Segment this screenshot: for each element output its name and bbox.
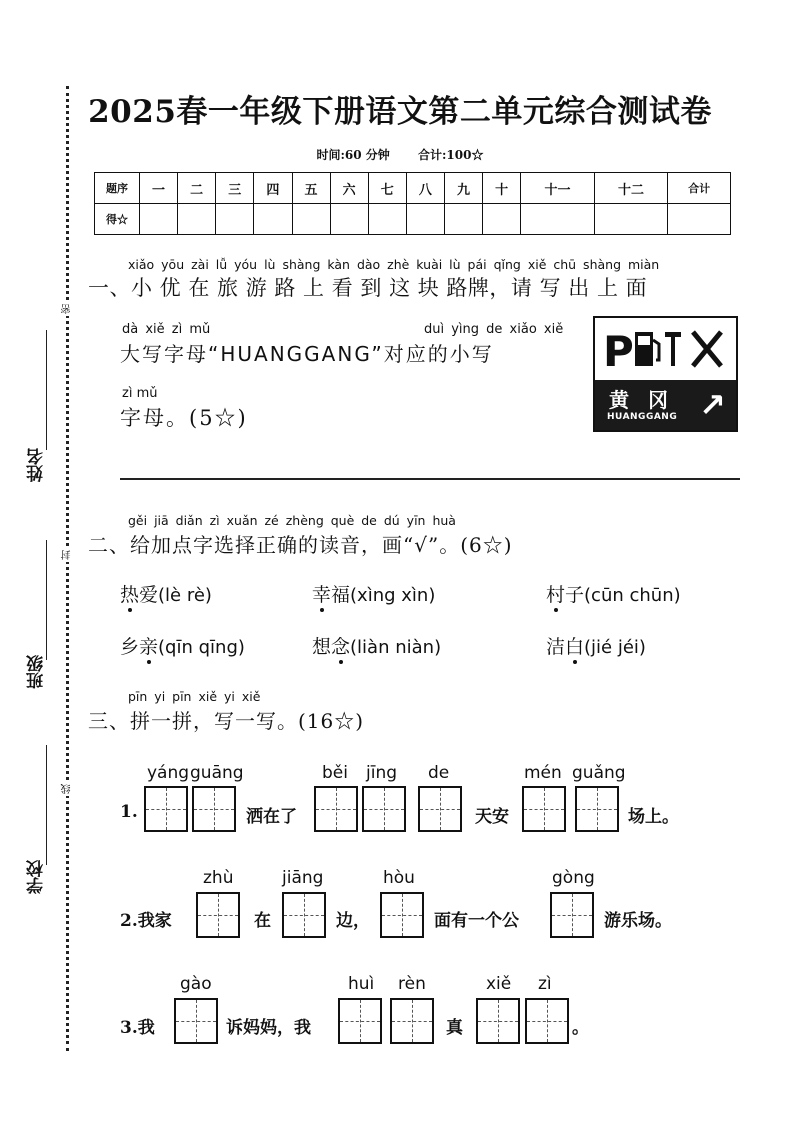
q1-pinyin-line3: zì mǔ	[122, 386, 158, 401]
writing-box[interactable]	[282, 892, 326, 938]
q3-text: 3.我	[120, 1018, 155, 1038]
cutlery-icon	[665, 332, 721, 366]
q3-box-pinyin: gào	[180, 974, 212, 994]
q2-char: 爱	[139, 584, 159, 606]
q3-text: 1.	[120, 802, 138, 822]
q3-text: 洒在了	[246, 807, 297, 827]
q2-pinyin-choices: (xìng xìn)	[350, 585, 436, 606]
q2-dotted-char: 白	[565, 636, 585, 658]
table-cell: 二	[178, 173, 216, 204]
writing-box[interactable]	[476, 998, 520, 1044]
q3-box-pinyin: zì	[538, 974, 552, 994]
q3-box-pinyin: guāng	[190, 763, 244, 783]
table-cell: 三	[216, 173, 254, 204]
writing-box[interactable]	[192, 786, 236, 832]
q1-pinyin-line1: xiǎo yōu zài lǚ yóu lù shàng kàn dào zhè kuài lù pái qǐng xiě chū shàng miàn	[128, 257, 660, 272]
writing-box[interactable]	[418, 786, 462, 832]
q2-pinyin-choices: (qīn qīng)	[158, 637, 245, 658]
binding-dotted-line	[66, 86, 69, 1051]
sign-destination-panel	[595, 380, 736, 430]
table-cell: 八	[406, 173, 444, 204]
q2-dotted-char: 念	[331, 636, 351, 658]
score-table-header-row	[95, 173, 731, 204]
q3-text: 真	[446, 1018, 463, 1038]
q3-box-pinyin: mén	[524, 763, 562, 783]
q1-text-line1: 一、小 优 在 旅 游 路 上 看 到 这 块 路牌，请 写 出 上 面	[88, 276, 648, 300]
writing-box[interactable]	[390, 998, 434, 1044]
table-cell: 十	[483, 173, 521, 204]
seal-mark-1: 密	[62, 304, 73, 314]
q3-text: 。	[572, 1018, 589, 1038]
q1-text-line2: 大写字母“HUANGGANG”对应的小写	[120, 342, 494, 366]
score-cell[interactable]	[368, 204, 406, 235]
q2-char: 福	[331, 584, 351, 606]
q1-pinyin-line2a: dà xiě zì mǔ	[122, 322, 211, 337]
q3-text: 三、拼一拼，写一写。(16☆)	[88, 709, 365, 733]
school-write-line	[46, 745, 47, 865]
total-info: 合计:100☆	[418, 148, 484, 162]
q1-text-line3: 字母。(5☆)	[120, 406, 248, 430]
q3-text: 天安	[475, 807, 509, 827]
writing-box[interactable]	[144, 786, 188, 832]
parking-icon: P	[602, 327, 634, 374]
q2-dotted-char: 幸	[312, 584, 332, 606]
score-cell[interactable]	[483, 204, 521, 235]
table-cell: 十一	[521, 173, 595, 204]
q3-box-pinyin: xiě	[486, 974, 512, 994]
sign-chinese-name: 黄 冈	[609, 388, 674, 412]
q3-box-pinyin: zhù	[203, 868, 234, 888]
writing-box[interactable]	[174, 998, 218, 1044]
road-sign-image	[593, 316, 738, 432]
q2-char: 乡	[120, 636, 140, 658]
q2-text: 二、给加点字选择正确的读音，画“√”。(6☆)	[88, 533, 513, 557]
q2-option-2[interactable]	[312, 580, 435, 607]
q3-box-pinyin: de	[428, 763, 450, 783]
fuel-pump-icon	[635, 332, 659, 366]
score-cell[interactable]	[254, 204, 292, 235]
q3-text: 游乐场。	[604, 911, 672, 931]
q2-dotted-char: 亲	[139, 636, 159, 658]
score-cell[interactable]	[445, 204, 483, 235]
time-info: 时间:60 分钟	[316, 148, 390, 162]
q2-option-1[interactable]	[120, 580, 212, 607]
q2-dotted-char: 热	[120, 584, 140, 606]
writing-box[interactable]	[362, 786, 406, 832]
q3-box-pinyin: huì	[348, 974, 375, 994]
sign-pictogram-icons	[601, 324, 731, 374]
q3-text: 诉妈妈，我	[226, 1018, 311, 1038]
table-cell: 合计	[668, 173, 731, 204]
score-cell[interactable]	[292, 204, 330, 235]
table-cell: 七	[368, 173, 406, 204]
score-table	[94, 172, 731, 235]
q3-box-pinyin: rèn	[398, 974, 426, 994]
score-cell[interactable]	[216, 204, 254, 235]
writing-box[interactable]	[575, 786, 619, 832]
class-label: 班级	[27, 655, 47, 689]
writing-box[interactable]	[522, 786, 566, 832]
sign-pictograms	[595, 318, 736, 380]
score-cell[interactable]	[406, 204, 444, 235]
q3-box-pinyin: běi	[322, 763, 348, 783]
q2-option-6[interactable]	[546, 632, 646, 659]
q3-text: 场上。	[628, 807, 679, 827]
school-label: 学校	[27, 860, 47, 894]
q2-dotted-char: 村	[546, 584, 566, 606]
q2-char: 洁	[546, 636, 566, 658]
class-write-line	[46, 540, 47, 660]
q2-option-4[interactable]	[120, 632, 245, 659]
page-title: 2025春一年级下册语文第二单元综合测试卷	[88, 94, 712, 130]
q3-text: 2.我家	[120, 911, 172, 931]
q2-pinyin-choices: (liàn niàn)	[350, 637, 442, 658]
score-cell[interactable]	[140, 204, 178, 235]
table-cell: 题序	[95, 173, 140, 204]
score-cell[interactable]	[594, 204, 668, 235]
answer-write-line[interactable]	[120, 478, 740, 480]
arrow-up-right-icon: ↗	[699, 386, 726, 424]
seal-mark-2: 封	[62, 550, 73, 560]
writing-box[interactable]	[525, 998, 569, 1044]
writing-box[interactable]	[550, 892, 594, 938]
score-cell[interactable]	[521, 204, 595, 235]
q3-box-pinyin: guǎng	[572, 763, 626, 783]
sign-english-name: HUANGGANG	[607, 412, 678, 422]
q3-box-pinyin: yáng	[147, 763, 190, 783]
q2-char: 想	[312, 636, 332, 658]
seal-mark-3: 线	[62, 784, 73, 794]
exam-meta	[0, 146, 800, 163]
q3-pinyin: pīn yi pīn xiě yi xiě	[128, 689, 261, 704]
q2-pinyin-choices: (jié jéi)	[584, 637, 646, 658]
score-cell[interactable]	[178, 204, 216, 235]
writing-box[interactable]	[314, 786, 358, 832]
writing-box[interactable]	[338, 998, 382, 1044]
q2-pinyin-choices: (lè rè)	[158, 585, 212, 606]
name-label: 姓名	[27, 448, 47, 482]
table-cell: 得☆	[95, 204, 140, 235]
q3-box-pinyin: hòu	[383, 868, 415, 888]
q3-text: 边，	[336, 911, 370, 931]
score-table-score-row	[95, 204, 731, 235]
score-cell[interactable]	[668, 204, 731, 235]
table-cell: 一	[140, 173, 178, 204]
q3-text: 在	[254, 911, 271, 931]
q2-option-3[interactable]	[546, 580, 681, 607]
q3-box-pinyin: gòng	[552, 868, 595, 888]
q2-pinyin-choices: (cūn chūn)	[584, 585, 681, 606]
table-cell: 五	[292, 173, 330, 204]
table-cell: 九	[445, 173, 483, 204]
q2-pinyin: gěi jiā diǎn zì xuǎn zé zhèng què de dú yīn huà	[128, 513, 456, 528]
q3-box-pinyin: jiāng	[282, 868, 324, 888]
table-cell: 六	[330, 173, 368, 204]
q2-char: 子	[565, 584, 585, 606]
q3-box-pinyin: jīng	[366, 763, 398, 783]
writing-box[interactable]	[196, 892, 240, 938]
writing-box[interactable]	[380, 892, 424, 938]
table-cell: 十二	[594, 173, 668, 204]
table-cell: 四	[254, 173, 292, 204]
q2-option-5[interactable]	[312, 632, 441, 659]
q1-pinyin-line2b: duì yìng de xiǎo xiě	[424, 322, 564, 337]
score-cell[interactable]	[330, 204, 368, 235]
q3-text: 面有一个公	[434, 911, 519, 931]
name-write-line	[46, 330, 47, 450]
